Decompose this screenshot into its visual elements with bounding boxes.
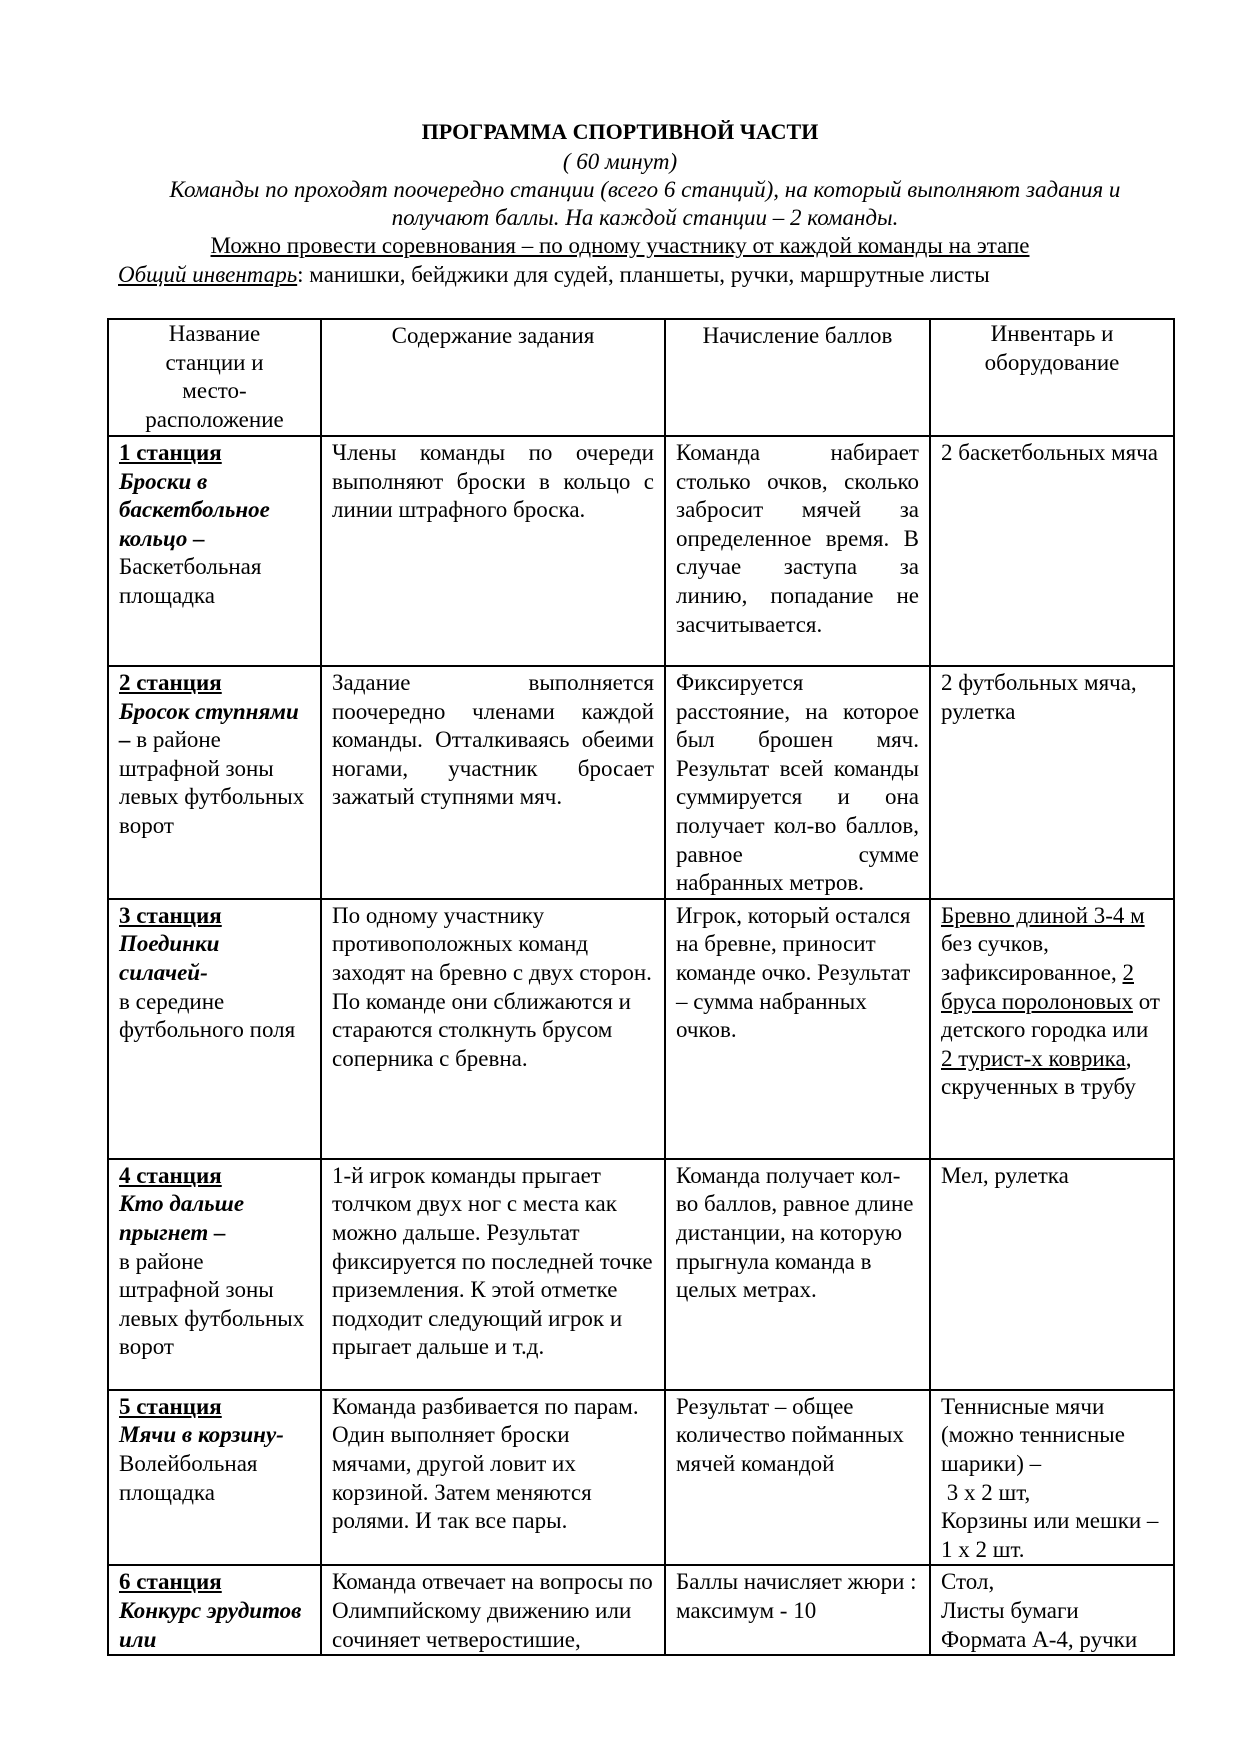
column-header: Содержание задания [321, 319, 665, 436]
equipment-part: , скрученных в трубу [941, 1045, 1136, 1100]
station-number: 6 станция [119, 1569, 222, 1595]
station-title: Броски в баскетбольное кольцо – [119, 468, 270, 551]
station-cell [108, 1390, 321, 1566]
scoring-cell: Фиксируется расстояние, на которое был брошен мяч. Результат всей команды суммируется и она получает кол-во баллов, равное сумме набранных метров. [665, 666, 930, 899]
station-cell [108, 1565, 321, 1655]
equipment-line: Теннисные мячи (можно теннисные шарики) – [941, 1393, 1125, 1476]
equipment-part: 2 бруса поролоновых [941, 959, 1134, 1014]
station-cell [108, 1159, 321, 1390]
table-row [108, 436, 1174, 666]
note-text: Можно провести соревнования – по одному участнику от каждой команды на этапе [210, 233, 1030, 258]
equipment-cell [930, 899, 1174, 1159]
table-row [108, 666, 1174, 899]
task-cell: Задание выполняется поочередно членами каждой команды. Отталкиваясь обеими ногами, участник бросает зажатый ступнями мяч. [321, 666, 665, 899]
column-header: Инвентарь и оборудование [930, 319, 1174, 436]
station-title: Мячи в корзину- [119, 1422, 284, 1448]
station-title: Поединки силачей- [119, 931, 220, 985]
inventory-label: Общий инвентарь [118, 262, 298, 287]
station-title: Бросок ступнями – [119, 698, 299, 753]
scoring-cell: Команда набирает столько очков, сколько забросит мячей за определенное время. В случае заступа за линию, попадание не засчитывается. [665, 436, 930, 666]
inventory-text: : манишки, бейджики для судей, планшеты, ручки, маршрутные листы [297, 262, 990, 287]
general-inventory [118, 261, 1178, 289]
equipment-part: Бревно длиной 3-4 м [941, 902, 1145, 928]
column-header: Начисление баллов [665, 319, 930, 436]
task-cell: Члены команды по очереди выполняют броски в кольцо с линии штрафного броска. [321, 436, 665, 666]
task-cell: По одному участнику противоположных команд заходят на бревно с двух сторон. По команде они сближаются и стараются столкнуть брусом соперника с бревна. [321, 899, 665, 1159]
scoring-cell: Результат – общее количество пойманных мячей командой [665, 1390, 930, 1566]
station-number: 3 станция [119, 902, 222, 928]
page-title: ПРОГРАММА СПОРТИВНОЙ ЧАСТИ [421, 119, 819, 144]
equipment-cell: 2 баскетбольных мяча [930, 436, 1174, 666]
duration: ( 60 минут) [562, 149, 678, 174]
station-location: в середине футбольного поля [119, 988, 296, 1043]
station-title: Кто дальше прыгнет – [119, 1191, 245, 1245]
equipment-part: без сучков, зафиксированное, [941, 931, 1123, 985]
equipment-line: Стол, [941, 1569, 995, 1595]
task-cell: Команда разбивается по парам. Один выполняет броски мячами, другой ловит их корзиной. Затем меняются ролями. И так все пары. [321, 1390, 665, 1566]
station-location: в районе штрафной зоны левых футбольных ворот [119, 1248, 305, 1360]
scoring-cell: Игрок, который остался на бревне, приносит команде очко. Результат – сумма набранных очков. [665, 899, 930, 1159]
station-location: в районе штрафной зоны левых футбольных ворот [119, 727, 305, 838]
table-header-row [108, 319, 1174, 436]
equipment-cell: Мел, рулетка [930, 1159, 1174, 1390]
equipment-cell [930, 1565, 1174, 1655]
equipment-line: Листы бумаги [941, 1597, 1079, 1623]
equipment-line: 3 х 2 шт, [941, 1479, 1031, 1505]
station-number: 1 станция [119, 440, 222, 465]
equipment-line: Корзины или мешки – 1 х 2 шт. [941, 1508, 1159, 1562]
equipment-part: от детского городка или [941, 988, 1160, 1043]
stations-table [107, 318, 1175, 1656]
intro-text: Команды по проходят поочередно станции (всего 6 станций), на который выполняют задания и получают баллы. На каждой станции – 2 команды. [169, 177, 1121, 230]
scoring-cell: Баллы начисляет жюри : максимум - 10 [665, 1565, 930, 1655]
task-cell: 1-й игрок команды прыгает толчком двух ног с места как можно дальше. Результат фиксируется по последней точке приземления. К этой отметке подходит следующий игрок и прыгает дальше и т.д. [321, 1159, 665, 1390]
column-header: Название станции и место-расположение [108, 319, 321, 436]
equipment-cell: 2 футбольных мяча, рулетка [930, 666, 1174, 899]
station-cell [108, 436, 321, 666]
table-row [108, 1390, 1174, 1566]
scoring-cell: Команда получает кол-во баллов, равное длине дистанции, на которую прыгнула команда в целых метрах. [665, 1159, 930, 1390]
task-cell: Команда отвечает на вопросы по Олимпийскому движению или сочиняет четверостишие, [321, 1565, 665, 1655]
station-location: Волейбольная площадка [119, 1450, 258, 1505]
station-number: 5 станция [119, 1393, 222, 1419]
station-title: Конкурс эрудитов или [119, 1597, 302, 1652]
equipment-cell [930, 1390, 1174, 1566]
equipment-part: 2 турист-х коврика [941, 1045, 1126, 1071]
station-cell [108, 666, 321, 899]
table-row [108, 1565, 1174, 1655]
table-row [108, 899, 1174, 1159]
station-number: 2 станция [119, 670, 222, 695]
station-number: 4 станция [119, 1162, 222, 1188]
station-cell [108, 899, 321, 1159]
table-row [108, 1159, 1174, 1390]
station-location: Баскетбольная площадка [119, 554, 262, 608]
equipment-line: Формата А-4, ручки [941, 1626, 1138, 1652]
